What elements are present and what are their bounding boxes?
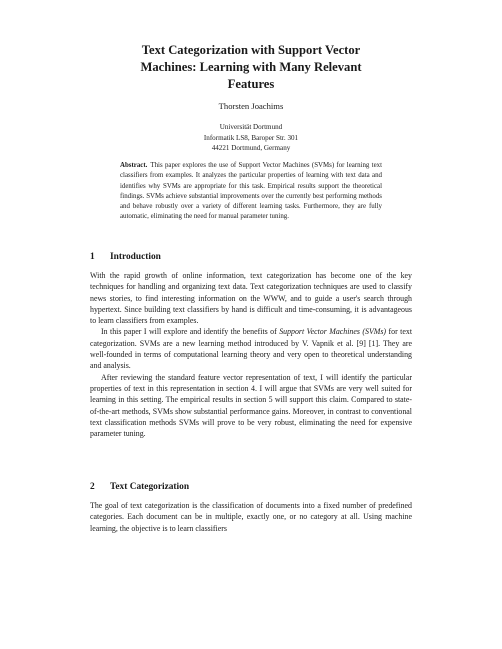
section-body-text-categorization bbox=[90, 500, 412, 534]
affiliation-line: 44221 Dortmund, Germany bbox=[211, 144, 291, 153]
paragraph: The goal of text categorization is the classification of documents into a fixed number of predefined categories. Each document can be in multiple, exactly one, or no category at all. Using machine learning, the objective is to learn classifiers bbox=[90, 501, 412, 533]
section-number: 2 bbox=[90, 482, 95, 492]
paragraph: After reviewing the standard feature vector representation of text, I will identify the particular properties of text in this representation in section 4. I will argue that SVMs are very well suited for learning in this setting. The empirical results in section 5 will support this claim. Compared to state-of-the-art methods, SVMs show substantial performance gains. Moreover, in contrast to conventional text classification methods SVMs will prove to be very robust, eliminating the need for expensive parameter tuning. bbox=[90, 372, 412, 439]
section-body-introduction bbox=[90, 270, 412, 439]
title-line: Features bbox=[227, 77, 275, 91]
emphasized-term: Support Vector Machines (SVMs) bbox=[279, 327, 387, 337]
abstract-text: This paper explores the use of Support Vector Machines (SVMs) for learning text classifiers from examples. It analyzes the particular properties of learning with text data and identifies why SVMs are appropriate for this task. Empirical results support the theoretical findings. SVMs achieve substantial improvements over the currently best performing methods and behave robustly over a variety of different learning tasks. Furthermore, they are fully automatic, eliminating the need for manual parameter tuning. bbox=[120, 162, 382, 221]
title-line: Text Categorization with Support Vector bbox=[141, 43, 361, 57]
paragraph bbox=[90, 326, 412, 371]
section-heading-introduction bbox=[90, 252, 161, 262]
affiliation-line: Universität Dortmund bbox=[219, 123, 283, 131]
paragraph-text: for text categorization. SVMs are a new learning method introduced by V. Vapnik et al. [9] [1]. They are well-founded in terms of computational learning theory and very open to theoretical understanding and analysis. bbox=[90, 327, 413, 371]
author-affiliation bbox=[0, 122, 502, 154]
paragraph: With the rapid growth of online information, text categorization has become one of the key techniques for handling and organizing text data. Text categorization techniques are used to classify news stories, to find interesting information on the WWW, and to guide a user's search through hypertext. Since building text classifiers by hand is difficult and time-consuming, it is advantageous to learn classifiers from examples. bbox=[90, 271, 412, 326]
author-name: Thorsten Joachims bbox=[218, 101, 284, 111]
abstract-label: Abstract. bbox=[120, 162, 148, 169]
section-number: 1 bbox=[90, 252, 95, 262]
section-title: Text Categorization bbox=[110, 482, 190, 492]
abstract bbox=[120, 161, 382, 223]
affiliation-line: Informatik LS8, Baroper Str. 301 bbox=[203, 133, 299, 142]
section-heading-text-categorization bbox=[90, 482, 189, 492]
title-line: Machines: Learning with Many Relevant bbox=[140, 60, 362, 74]
section-title: Introduction bbox=[110, 252, 161, 262]
paragraph-text: In this paper I will explore and identify the benefits of bbox=[101, 327, 280, 337]
paper-title bbox=[90, 42, 412, 93]
